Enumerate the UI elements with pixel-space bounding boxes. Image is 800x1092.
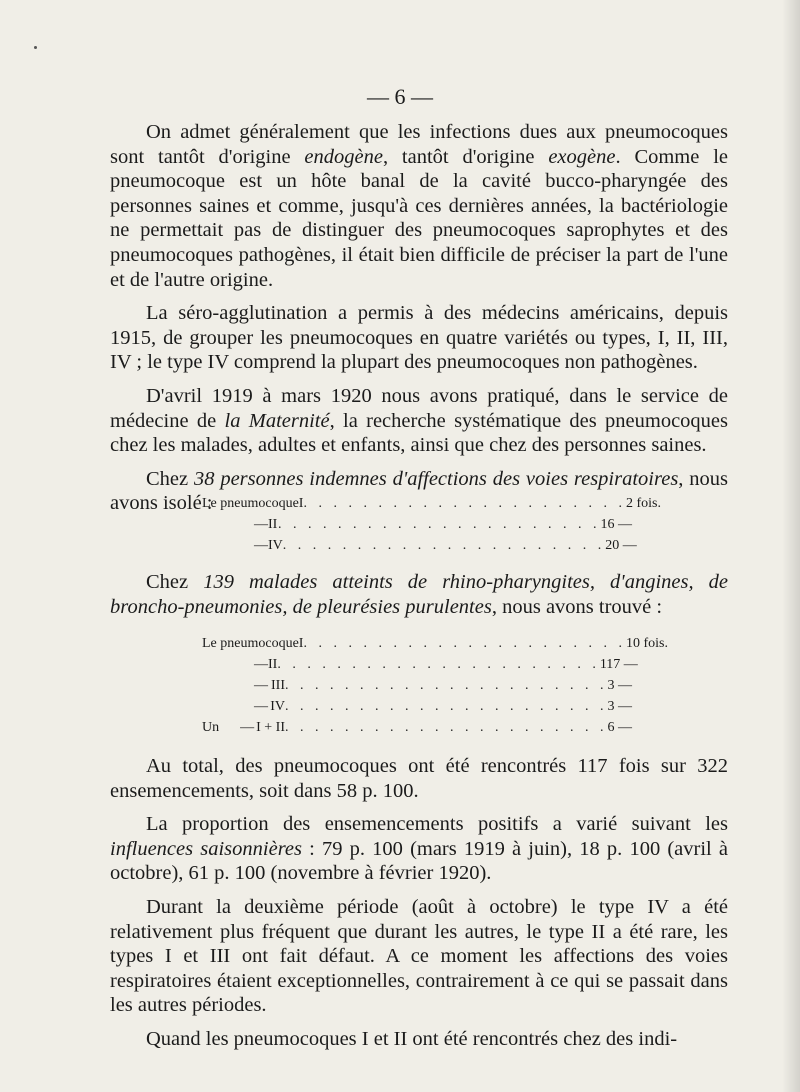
table-healthy-carriers — [202, 496, 661, 559]
text-block-upper — [110, 120, 728, 525]
row-type: I — [298, 496, 304, 511]
row-leader-dots: . . . . . . . . . . . . . . . . . . . . . . — [285, 678, 608, 693]
row-label: — — [254, 657, 268, 672]
paragraph-1: On admet généralement que les infections dues aux pneumocoques sont tantôt d'origine endogène, tantôt d'origine exogène. Comme le pneumocoque est un hôte banal de la cavité bucco-pharyngée des personnes saines et comme, jusqu'à ces dernières années, la bactériologie ne permettait pas de distinguer des pneumocoques saprophytes et des pneumocoques pathogènes, il était bien difficile de préciser la part de l'une et de l'autre origine. — [110, 121, 728, 291]
table-row — [202, 538, 637, 559]
paragraph-9: Quand les pneumocoques I et II ont été rencontrés chez des indi- — [146, 1027, 678, 1050]
row-leader-dots: . . . . . . . . . . . . . . . . . . . . . . — [285, 699, 608, 714]
table-row — [202, 636, 668, 657]
row-leader-dots: . . . . . . . . . . . . . . . . . . . . . . — [303, 496, 626, 511]
row-label: — — [254, 678, 268, 693]
row-leader-dots: . . . . . . . . . . . . . . . . . . . . . . — [277, 657, 600, 672]
row-leader-dots: . . . . . . . . . . . . . . . . . . . . . . — [278, 517, 601, 532]
row-label: Le pneumocoque — [202, 496, 299, 511]
paragraph-4: Chez 38 personnes indemnes d'affections des voies respiratoires, nous avons isolé : — [110, 467, 728, 515]
text-block-middle — [110, 570, 728, 628]
dust-speck — [34, 46, 37, 49]
row-leader-dots: . . . . . . . . . . . . . . . . . . . . . . — [282, 538, 606, 553]
table-row — [202, 657, 638, 678]
text-block-lower — [110, 754, 728, 1061]
table-row — [202, 496, 661, 517]
table-patients — [202, 636, 668, 741]
row-count: 20 — — [605, 538, 637, 553]
row-type: IV — [268, 538, 283, 553]
row-type: III — [271, 678, 285, 693]
row-count: 117 — — [599, 657, 638, 672]
paragraph-3: D'avril 1919 à mars 1920 nous avons pratiqué, dans le service de médecine de la Maternité, la recherche systématique des pneumocoques chez les malades, adultes et enfants, ainsi que chez des personnes saines. — [110, 384, 728, 457]
table-row — [202, 678, 632, 699]
row-count: 3 — — [607, 699, 632, 714]
table-row — [202, 699, 632, 720]
row-count: 10 fois. — [625, 636, 668, 651]
page-number: — 6 — — [367, 84, 433, 109]
paragraph-5: Chez 139 malades atteints de rhino-pharyngites, d'angines, de broncho-pneumonies, de pleurésies purulentes, nous avons trouvé : — [110, 571, 728, 618]
row-type: I + II — [256, 720, 285, 735]
row-label: — — [254, 538, 268, 553]
paragraph-7: La proportion des ensemencements positifs a varié suivant les influences saisonnières : 79 p. 100 (mars 1919 à juin), 18 p. 100 (avril à octobre), 61 p. 100 (novembre à février 1920). — [110, 813, 728, 885]
row-type: II — [268, 657, 278, 672]
row-leader-dots: . . . . . . . . . . . . . . . . . . . . . . — [285, 720, 608, 735]
row-label: — — [254, 699, 268, 714]
row-leader-dots: . . . . . . . . . . . . . . . . . . . . . . — [303, 636, 626, 651]
paragraph-2: La séro-agglutination a permis à des médecins américains, depuis 1915, de grouper les pneumocoques en quatre variétés ou types, I, II, III, IV ; le type IV comprend la plupart des pneumocoques non pathogènes. — [110, 302, 728, 374]
row-count: 2 fois. — [625, 496, 661, 511]
page-edge-shadow — [782, 0, 800, 1092]
row-type: II — [268, 517, 278, 532]
paragraph-8: Durant la deuxième période (août à octobre) le type IV a été relativement plus fréquent que durant les autres, le type II a été rare, les types I et III ont fait défaut. A ce moment les affections des voies respiratoires étaient exceptionnelles, contrairement à ce qui se passait dans les autres périodes. — [110, 895, 728, 1017]
paragraph-6: Au total, des pneumocoques ont été rencontrés 117 fois sur 322 ensemencements, soit dans 58 p. 100. — [110, 755, 728, 802]
row-count: 3 — — [607, 678, 632, 693]
row-label: — — [254, 517, 268, 532]
row-label: Un — — [202, 720, 255, 735]
row-type: I — [298, 636, 304, 651]
table-row — [202, 720, 632, 741]
row-type: IV — [270, 699, 285, 714]
row-label: Le pneumocoque — [202, 636, 299, 651]
table-row — [202, 517, 632, 538]
row-count: 6 — — [607, 720, 632, 735]
row-count: 16 — — [600, 517, 632, 532]
